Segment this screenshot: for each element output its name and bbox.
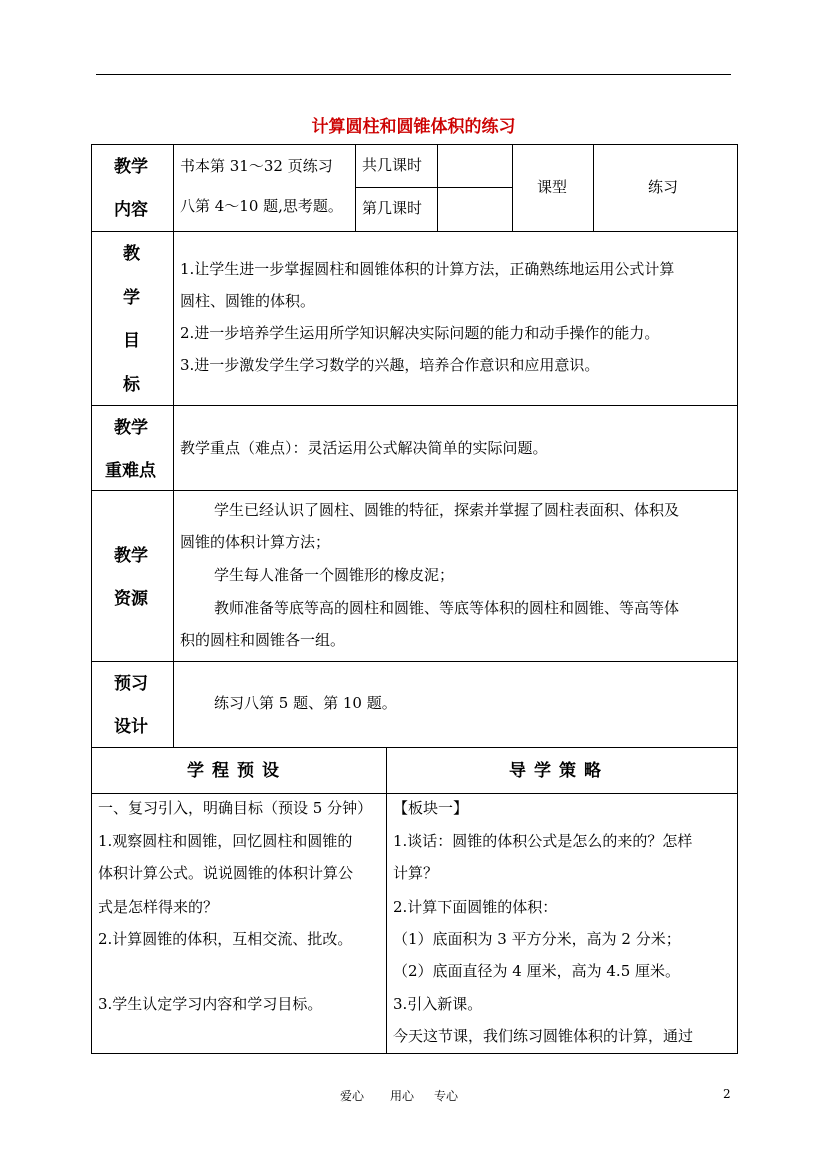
lesson-type-label: 课型 [537, 178, 568, 196]
preview-label-1: 预习 [114, 674, 148, 694]
preview-label-2: 设计 [114, 717, 148, 737]
strategy-line: 今天这节课，我们练习圆锥体积的计算，通过 [393, 1027, 694, 1045]
footer-slogan-1: 爱心 [340, 1089, 365, 1103]
strategy-line: 计算？ [393, 864, 439, 882]
row-divider [91, 490, 738, 491]
process-line: 一、复习引入，明确目标（预设 5 分钟） [98, 799, 373, 817]
cell-divider [355, 187, 512, 188]
learning-process-header: 学程预设 [187, 761, 287, 781]
content-text-1: 书本第 31～32 页练习 [180, 157, 333, 175]
guidance-strategy-header: 导学策略 [509, 761, 609, 781]
strategy-line: 3.引入新课。 [393, 995, 483, 1013]
preview-text: 练习八第 5 题、第 10 题。 [214, 694, 397, 712]
process-line: 式是怎样得来的？ [98, 898, 219, 916]
objectives-label-2: 学 [123, 288, 140, 308]
objective-line: 2.进一步培养学生运用所学知识解决实际问题的能力和动手操作的能力。 [180, 324, 660, 342]
keypoints-text: 教学重点（难点）：灵活运用公式解决简单的实际问题。 [180, 439, 548, 457]
lesson-type-value: 练习 [648, 178, 679, 196]
strategy-line: （1）底面积为 3 平方分米，高为 2 分米； [393, 930, 681, 948]
content-text-2: 八第 4～10 题,思考题。 [180, 197, 343, 215]
content-label-1: 教学 [114, 157, 148, 177]
objective-line: 1.让学生进一步掌握圆柱和圆锥体积的计算方法，正确熟练地运用公式计算 [180, 260, 675, 278]
label-column-divider [173, 144, 174, 747]
cell-divider [512, 144, 513, 231]
footer-slogan-3: 专心 [434, 1089, 459, 1103]
objectives-label-4: 标 [123, 375, 140, 395]
objectives-label-1: 教 [123, 244, 140, 264]
row-divider [91, 793, 738, 794]
objective-line: 圆柱、圆锥的体积。 [180, 292, 316, 310]
page-number: 2 [723, 1087, 731, 1101]
footer-slogan-2: 用心 [390, 1089, 415, 1103]
cell-divider [593, 144, 594, 231]
column-divider [386, 747, 387, 1054]
row-divider [91, 231, 738, 232]
keypoints-label-2: 重难点 [105, 461, 156, 481]
cell-divider [355, 144, 356, 231]
header-rule [96, 74, 731, 75]
total-periods-label: 共几课时 [362, 156, 423, 174]
resource-line: 积的圆柱和圆锥各一组。 [180, 631, 346, 649]
process-line: 体积计算公式。说说圆锥的体积计算公 [98, 864, 354, 882]
process-line: 2.计算圆锥的体积，互相交流、批改。 [98, 930, 353, 948]
objective-line: 3.进一步激发学生学习数学的兴趣，培养合作意识和应用意识。 [180, 356, 600, 374]
content-label-2: 内容 [114, 200, 148, 220]
resources-label-1: 教学 [114, 546, 148, 566]
resource-line: 学生每人准备一个圆锥形的橡皮泥； [214, 566, 455, 584]
process-line: 3.学生认定学习内容和学习目标。 [98, 995, 323, 1013]
strategy-line: 1.谈话：圆锥的体积公式是怎么的来的？怎样 [393, 832, 693, 850]
strategy-line: （2）底面直径为 4 厘米，高为 4.5 厘米。 [393, 962, 681, 980]
current-period-label: 第几课时 [362, 199, 423, 217]
cell-divider [437, 144, 438, 231]
strategy-line: 2.计算下面圆锥的体积： [393, 898, 558, 916]
strategy-line: 【板块一】 [393, 799, 469, 817]
resource-line: 学生已经认识了圆柱、圆锥的特征，探索并掌握了圆柱表面积、体积及 [214, 501, 680, 519]
row-divider [91, 405, 738, 406]
row-divider [91, 661, 738, 662]
row-divider [91, 747, 738, 748]
resource-line: 圆锥的体积计算方法； [180, 533, 331, 551]
objectives-label-3: 目 [123, 331, 140, 351]
process-line: 1.观察圆柱和圆锥，回忆圆柱和圆锥的 [98, 832, 353, 850]
page-title: 计算圆柱和圆锥体积的练习 [311, 117, 516, 137]
resource-line: 教师准备等底等高的圆柱和圆锥、等底等体积的圆柱和圆锥、等高等体 [214, 599, 680, 617]
keypoints-label-1: 教学 [114, 418, 148, 438]
resources-label-2: 资源 [114, 589, 148, 609]
